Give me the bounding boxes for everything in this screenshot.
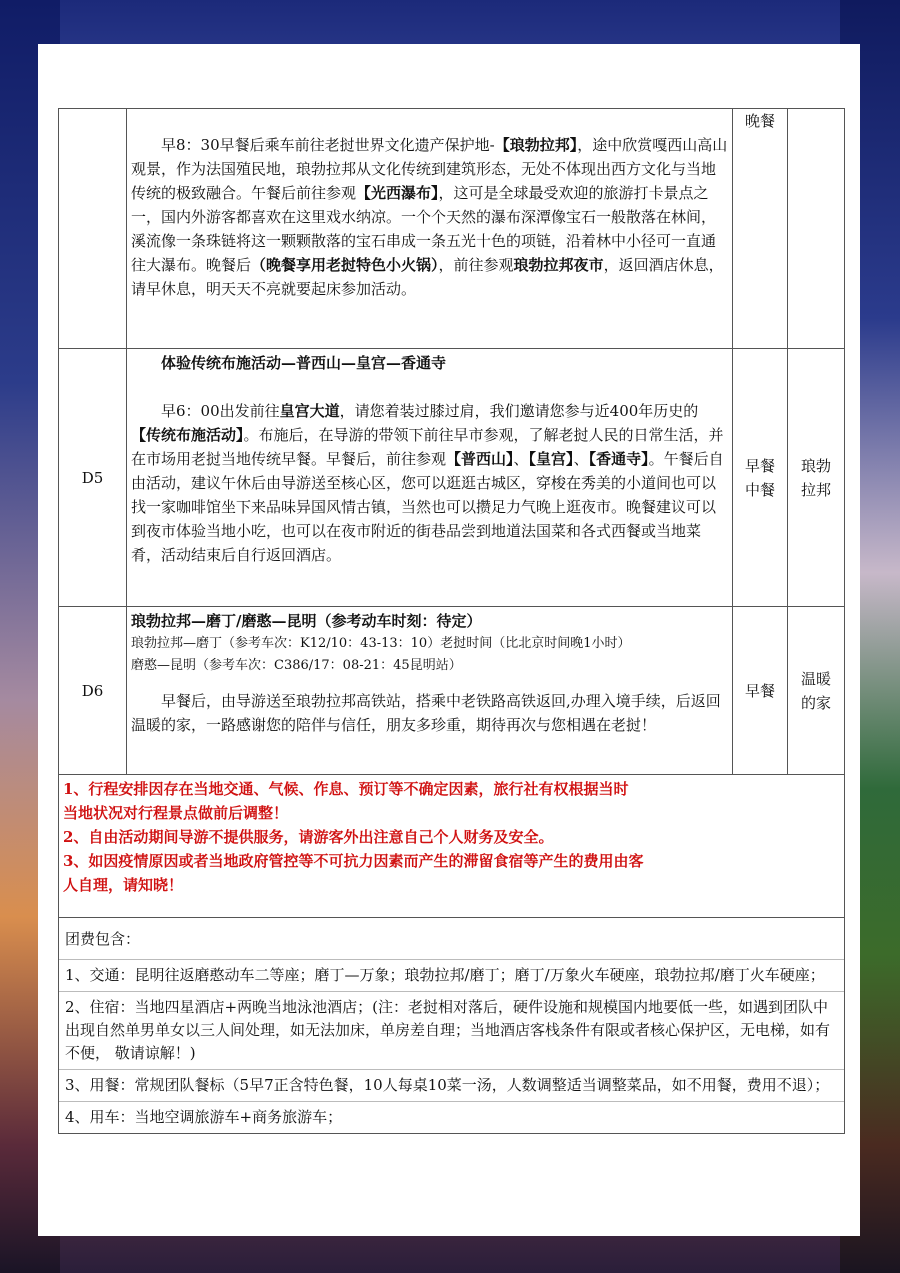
- notes-row: [59, 775, 845, 918]
- d5-paragraph: 早6：00出发前往皇宫大道，请您着装过膝过肩，我们邀请您参与近400年历史的【传统布施活动】。布施后，在导游的带领下前往早市参观，了解老挝人民的日常生活，并在市场用老挝当地传统早餐。早餐后，前往参观【普西山】、【皇宫】、【香通寺】。午餐后自由活动，建议午休后由导游送至核心区，您可以逛逛古城区，穿梭在秀美的小道间也可以找一家咖啡馆坐下来品味异国风情古镇，当然也可以攒足力气晚上逛夜市。晚餐建议可以到夜市体验当地小吃，也可以在夜市附近的街巷品尝到地道法国菜和各式西餐或当地菜肴，活动结束后自行返回酒店。: [131, 402, 724, 564]
- d6-train-1: 琅勃拉邦—磨丁（参考车次：K12/10：43-13：10）老挝时间（比北京时间晚1小时）: [131, 636, 631, 651]
- note-line: 1、行程安排因存在当地交通、气候、作息、预订等不确定因素，旅行社有权根据当时: [63, 780, 629, 798]
- fees-heading: 团费包含：: [65, 930, 141, 948]
- description-cell-d6: [127, 607, 733, 775]
- fee-item-vehicle: 4、用车：当地空调旅游车+商务旅游车；: [65, 1108, 343, 1126]
- d5-title: 体验传统布施活动—普西山—皇宫—香通寺: [161, 354, 447, 372]
- d6-train-2: 磨憨—昆明（参考车次：C386/17：08-21：45昆明站）: [131, 658, 462, 673]
- description-cell-d4: [127, 109, 733, 349]
- notes-cell: [59, 775, 845, 918]
- d6-paragraph: 早餐后，由导游送至琅勃拉邦高铁站，搭乘中老铁路高铁返回,办理入境手续，后返回温暖的家，一路感谢您的陪伴与信任，朋友多珍重，期待再次与您相遇在老挝！: [131, 692, 721, 734]
- meal-cell-d6: 早餐: [733, 607, 788, 775]
- divider: [59, 1069, 844, 1070]
- divider: [59, 1101, 844, 1102]
- note-line: 人自理，请知晓！: [63, 876, 184, 894]
- fees-cell: [59, 918, 845, 1134]
- hotel-cell-d5: 琅勃 拉邦: [788, 349, 845, 607]
- meal-cell-d5: 早餐 中餐: [733, 349, 788, 607]
- note-line: 3、如因疫情原因或者当地政府管控等不可抗力因素而产生的滞留食宿等产生的费用由客: [63, 852, 644, 870]
- fee-item-transport: 1、交通：昆明往返磨憨动车二等座；磨丁—万象；琅勃拉邦/磨丁；磨丁/万象火车硬座，琅勃拉邦/磨丁火车硬座；: [65, 966, 825, 984]
- fees-row: [59, 918, 845, 1134]
- itinerary-row-d5: [59, 349, 845, 607]
- note-line: 当地状况对行程景点做前后调整！: [63, 804, 289, 822]
- divider: [59, 991, 844, 992]
- hotel-cell-d4: [788, 109, 845, 349]
- fee-item-meals: 3、用餐：常规团队餐标（5早7正含特色餐，10人每桌10菜一汤，人数调整适当调整菜品，如不用餐，费用不退）；: [65, 1076, 830, 1094]
- d4-paragraph: 早8：30早餐后乘车前往老挝世界文化遗产保护地-【琅勃拉邦】，途中欣赏嘎西山高山观景，作为法国殖民地，琅勃拉邦从文化传统到建筑形态，无处不体现出西方文化与当地传统的极致融合。午餐后前往参观【光西瀑布】，这可是全球最受欢迎的旅游打卡景点之一，国内外游客都喜欢在这里戏水纳凉。一个个天然的瀑布深潭像宝石一般散落在林间，溪流像一条珠链将这一颗颗散落的宝石串成一条五光十色的项链，沿着林中小径可一直通往大瀑布。晚餐后（晚餐享用老挝特色小火锅），前往参观琅勃拉邦夜市，返回酒店休息，请早休息，明天天不亮就要起床参加活动。: [131, 136, 728, 298]
- meal-cell-d4: 晚餐: [733, 109, 788, 349]
- fee-item-lodging: 2、住宿：当地四星酒店+两晚当地泳池酒店；(注：老挝相对落后，硬件设施和规模国内地要低一些，如遇到团队中出现自然单男单女以三人间处理，如无法加床，单房差自理；当地酒店客栈条件有限或者核心保护区，无电梯，如有不便， 敬请谅解！): [65, 998, 831, 1062]
- hotel-cell-d6: 温暖 的家: [788, 607, 845, 775]
- description-cell-d5: [127, 349, 733, 607]
- day-cell-d4: [59, 109, 127, 349]
- d6-title: 琅勃拉邦—磨丁/磨憨—昆明（参考动车时刻：待定）: [131, 612, 482, 630]
- divider: [59, 959, 844, 960]
- day-label-d6: D6: [59, 607, 127, 775]
- itinerary-table: [58, 108, 845, 1134]
- note-line: 2、自由活动期间导游不提供服务，请游客外出注意自己个人财务及安全。: [63, 828, 554, 846]
- day-label-d5: D5: [59, 349, 127, 607]
- itinerary-row-d6: [59, 607, 845, 775]
- itinerary-row-d4: [59, 109, 845, 349]
